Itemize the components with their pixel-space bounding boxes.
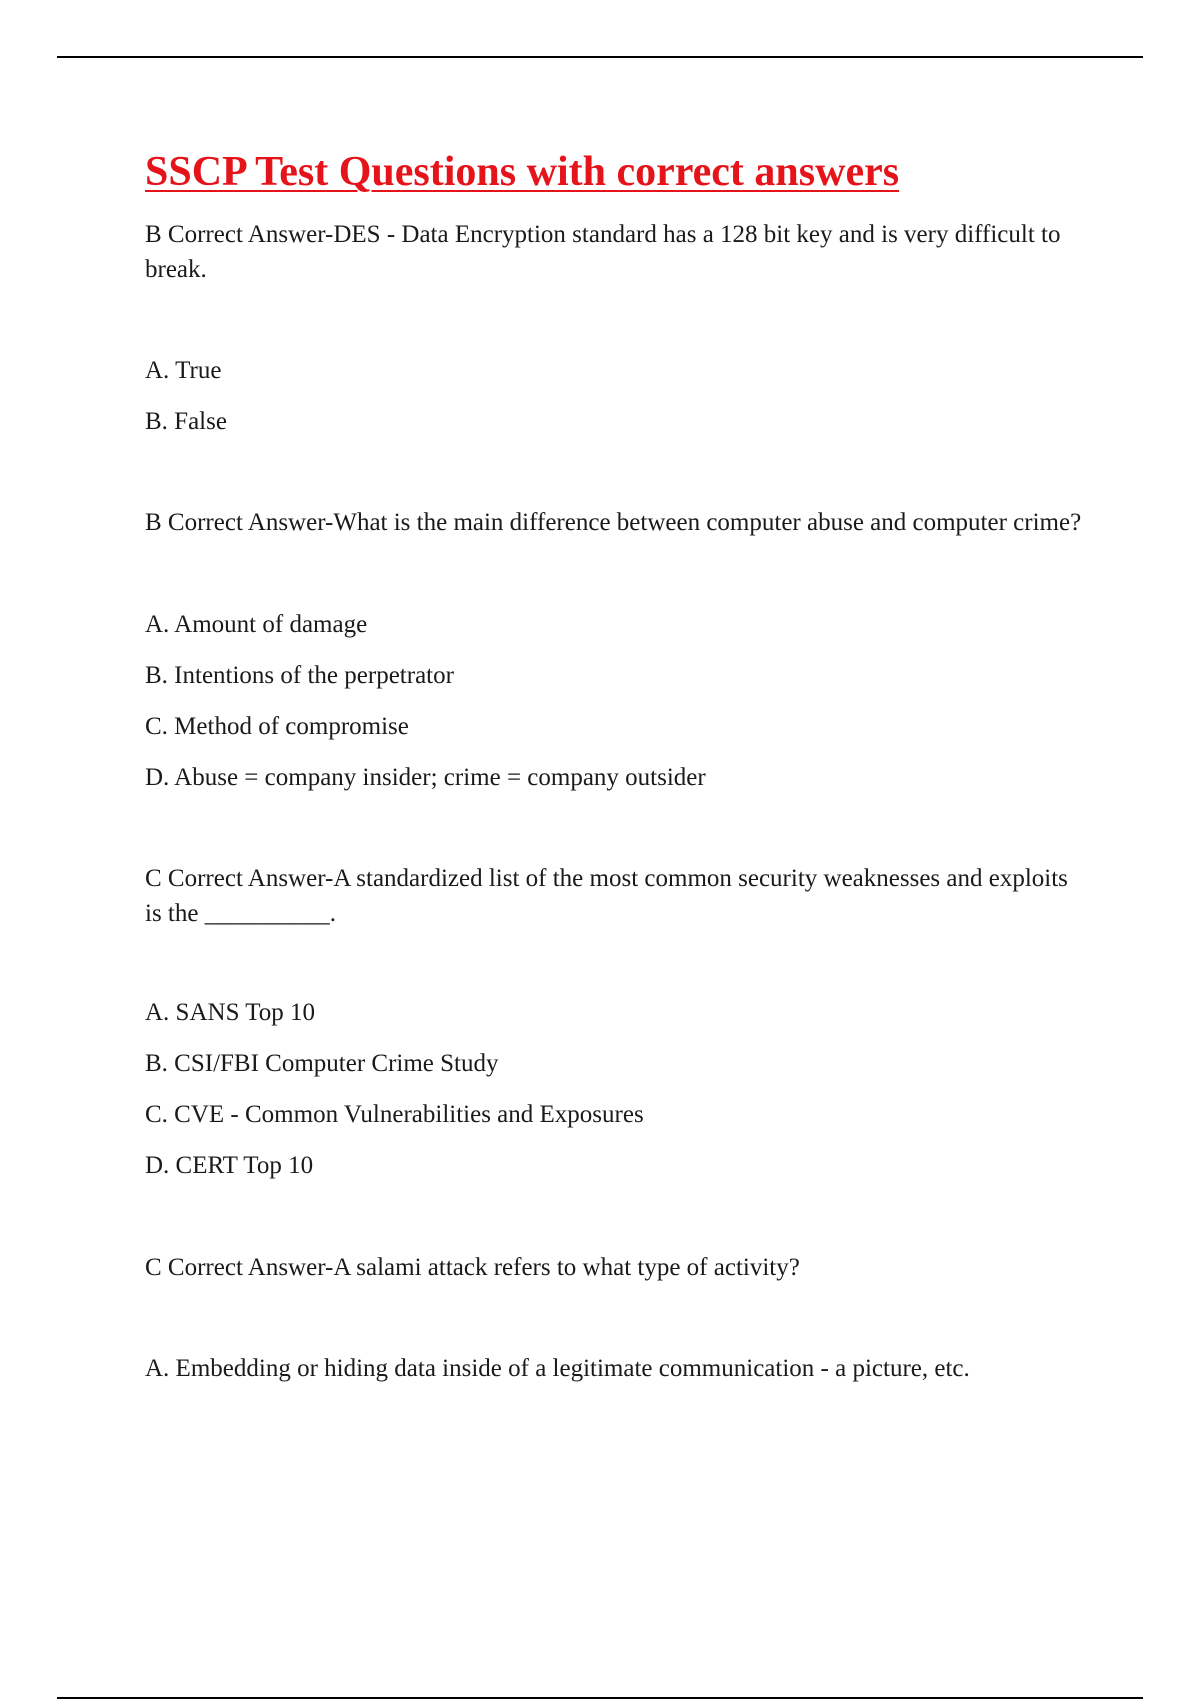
option-1-a: A. True	[145, 357, 222, 384]
option-2-d: D. Abuse = company insider; crime = company outsider	[145, 764, 706, 791]
option-4-a: A. Embedding or hiding data inside of a legitimate communication - a picture, etc.	[145, 1355, 970, 1382]
option-3-b: B. CSI/FBI Computer Crime Study	[145, 1050, 499, 1077]
option-2-c: C. Method of compromise	[145, 713, 409, 740]
option-3-d: D. CERT Top 10	[145, 1152, 314, 1179]
question-4-text: C Correct Answer-A salami attack refers to what type of activity?	[145, 1254, 800, 1281]
question-4-options	[145, 1351, 1085, 1386]
option-2-b: B. Intentions of the perpetrator	[145, 662, 454, 689]
option-3-a: A. SANS Top 10	[145, 999, 316, 1026]
document-body	[145, 144, 1085, 1386]
question-3-text: C Correct Answer-A standardized list of the most common security weaknesses and exploits is the __________.	[145, 865, 1068, 927]
option-1-b: B. False	[145, 408, 227, 435]
question-2-text: B Correct Answer-What is the main difference between computer abuse and computer crime?	[145, 509, 1082, 536]
question-1-text: B Correct Answer-DES - Data Encryption standard has a 128 bit key and is very difficult to break.	[145, 221, 1061, 283]
bottom-rule	[57, 1697, 1143, 1699]
question-1-options	[145, 353, 1085, 439]
option-3-c: C. CVE - Common Vulnerabilities and Exposures	[145, 1101, 644, 1128]
question-3-options	[145, 995, 1085, 1183]
option-2-a: A. Amount of damage	[145, 611, 368, 638]
page-title: SSCP Test Questions with correct answers	[145, 149, 900, 195]
question-2-options	[145, 607, 1085, 795]
top-rule	[57, 56, 1143, 58]
